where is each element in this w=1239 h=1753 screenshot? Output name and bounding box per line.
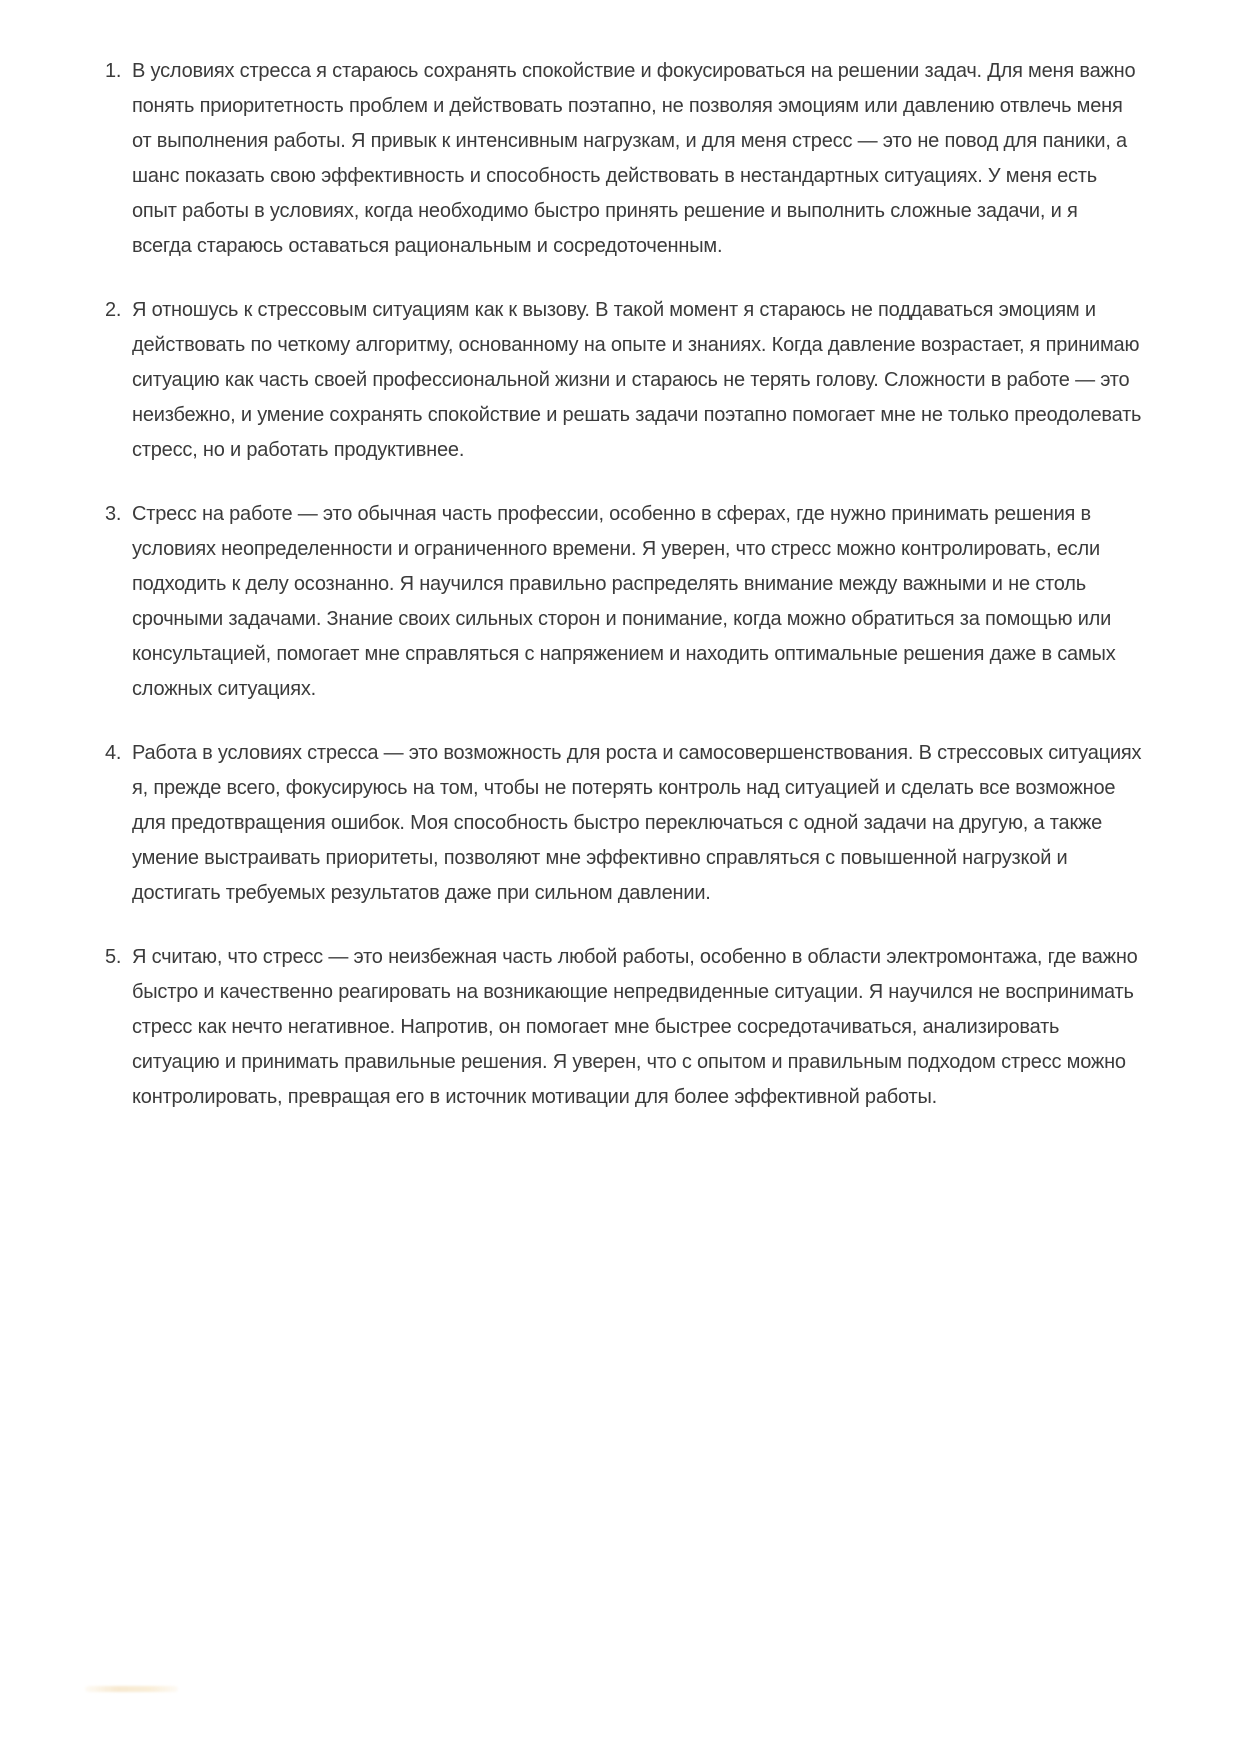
list-item-number: 3.	[105, 503, 122, 525]
list-item	[105, 736, 1145, 911]
list-item	[105, 293, 1145, 468]
list-item	[105, 497, 1145, 707]
faded-watermark-smudge	[85, 1686, 178, 1692]
list-item-text: Стресс на работе — это обычная часть профессии, особенно в сферах, где нужно принимать решения в условиях неопределенности и ограниченного времени. Я уверен, что стресс можно контролировать, если подходить к делу осознанно. Я научился правильно распределять внимание между важными и не столь срочными задачами. Знание своих сильных сторон и понимание, когда можно обратиться за помощью или консультацией, помогает мне справляться с напряжением и находить оптимальные решения даже в самых сложных ситуациях.	[132, 503, 1116, 700]
list-item-text: В условиях стресса я стараюсь сохранять спокойствие и фокусироваться на решении задач. Для меня важно понять приоритетность проблем и действовать поэтапно, не позволяя эмоциям или давлению отвлечь меня от выполнения работы. Я привык к интенсивным нагрузкам, и для меня стресс — это не повод для паники, а шанс показать свою эффективность и способность действовать в нестандартных ситуациях. У меня есть опыт работы в условиях, когда необходимо быстро принять решение и выполнить сложные задачи, и я всегда стараюсь оставаться рациональным и сосредоточенным.	[132, 60, 1136, 257]
list-item-text: Я считаю, что стресс — это неизбежная часть любой работы, особенно в области электромонтажа, где важно быстро и качественно реагировать на возникающие непредвиденные ситуации. Я научился не воспринимать стресс как нечто негативное. Напротив, он помогает мне быстрее сосредотачиваться, анализировать ситуацию и принимать правильные решения. Я уверен, что с опытом и правильным подходом стресс можно контролировать, превращая его в источник мотивации для более эффективной работы.	[132, 946, 1138, 1108]
list-item	[105, 54, 1145, 264]
list-item-number: 2.	[105, 299, 122, 321]
list-item-text: Работа в условиях стресса — это возможность для роста и самосовершенствования. В стрессовых ситуациях я, прежде всего, фокусируюсь на том, чтобы не потерять контроль над ситуацией и сделать все возможное для предотвращения ошибок. Моя способность быстро переключаться с одной задачи на другую, а также умение выстраивать приоритеты, позволяют мне эффективно справляться с повышенной нагрузкой и достигать требуемых результатов даже при сильном давлении.	[132, 742, 1142, 904]
list-item-text: Я отношусь к стрессовым ситуациям как к вызову. В такой момент я стараюсь не поддаваться эмоциям и действовать по четкому алгоритму, основанному на опыте и знаниях. Когда давление возрастает, я принимаю ситуацию как часть своей профессиональной жизни и стараюсь не терять голову. Сложности в работе — это неизбежно, и умение сохранять спокойствие и решать задачи поэтапно помогает мне не только преодолевать стресс, но и работать продуктивнее.	[132, 299, 1142, 461]
numbered-answer-list	[105, 54, 1145, 1115]
list-item-number: 1.	[105, 60, 122, 82]
list-item	[105, 940, 1145, 1115]
list-item-number: 5.	[105, 946, 122, 968]
answers-list-container	[105, 54, 1145, 1115]
list-item-number: 4.	[105, 742, 122, 764]
